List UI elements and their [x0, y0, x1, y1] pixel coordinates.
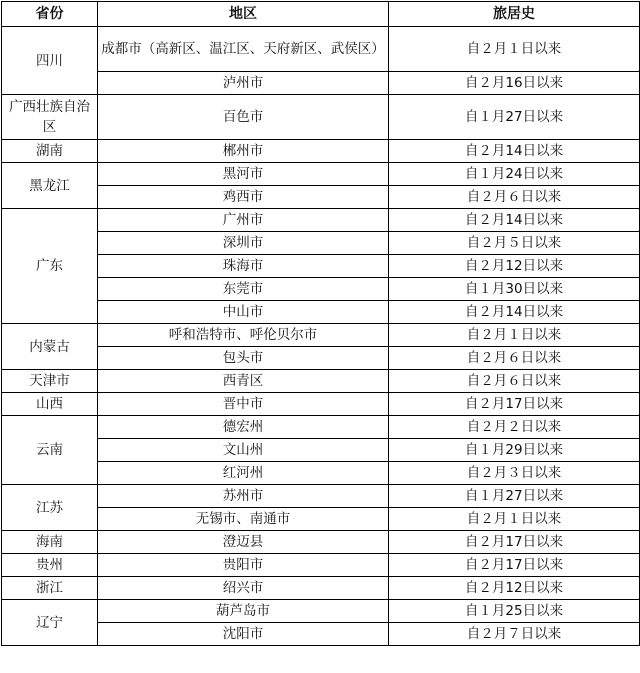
area-cell: 贵阳市: [98, 554, 389, 577]
history-cell: 自２月12日以来: [389, 255, 640, 278]
area-cell: 东莞市: [98, 278, 389, 301]
area-cell: 深圳市: [98, 232, 389, 255]
area-cell: 珠海市: [98, 255, 389, 278]
history-cell: 自２月17日以来: [389, 554, 640, 577]
header-history: 旅居史: [389, 2, 640, 27]
history-cell: 自２月14日以来: [389, 209, 640, 232]
province-cell: 广西壮族自治区: [2, 95, 98, 140]
table-row: [2, 255, 640, 278]
province-cell: 浙江: [2, 577, 98, 600]
table-row: [2, 324, 640, 347]
history-cell: 自１月30日以来: [389, 278, 640, 301]
area-cell: 德宏州: [98, 416, 389, 439]
area-cell: 澄迈县: [98, 531, 389, 554]
table-row: [2, 370, 640, 393]
header-province: 省份: [2, 2, 98, 27]
province-cell: 湖南: [2, 140, 98, 163]
area-cell: 无锡市、南通市: [98, 508, 389, 531]
history-cell: 自２月６日以来: [389, 186, 640, 209]
history-cell: 自２月２日以来: [389, 416, 640, 439]
area-cell: 鸡西市: [98, 186, 389, 209]
area-cell: 红河州: [98, 462, 389, 485]
history-cell: 自２月６日以来: [389, 370, 640, 393]
area-cell: 包头市: [98, 347, 389, 370]
table-row: [2, 72, 640, 95]
province-cell: 内蒙古: [2, 324, 98, 370]
area-cell: 泸州市: [98, 72, 389, 95]
table-row: [2, 416, 640, 439]
area-cell: 黑河市: [98, 163, 389, 186]
history-cell: 自２月14日以来: [389, 301, 640, 324]
table-row: [2, 278, 640, 301]
table-row: [2, 301, 640, 324]
history-cell: 自２月５日以来: [389, 232, 640, 255]
history-cell: 自２月７日以来: [389, 623, 640, 646]
province-cell: 贵州: [2, 554, 98, 577]
table-row: [2, 577, 640, 600]
table-row: [2, 27, 640, 72]
table-row: [2, 554, 640, 577]
table-row: [2, 209, 640, 232]
province-cell: 辽宁: [2, 600, 98, 646]
history-cell: 自２月12日以来: [389, 577, 640, 600]
history-cell: 自２月17日以来: [389, 531, 640, 554]
table-row: [2, 140, 640, 163]
area-cell: 百色市: [98, 95, 389, 140]
area-cell: 文山州: [98, 439, 389, 462]
province-cell: 山西: [2, 393, 98, 416]
table-row: [2, 623, 640, 646]
area-cell: 绍兴市: [98, 577, 389, 600]
table-row: [2, 186, 640, 209]
table-row: [2, 462, 640, 485]
history-cell: 自２月３日以来: [389, 462, 640, 485]
history-cell: 自１月25日以来: [389, 600, 640, 623]
history-cell: 自２月６日以来: [389, 347, 640, 370]
area-cell: 成都市（高新区、温江区、天府新区、武侯区）: [98, 27, 389, 72]
history-cell: 自２月１日以来: [389, 508, 640, 531]
table-row: [2, 531, 640, 554]
table-row: [2, 393, 640, 416]
table-row: [2, 508, 640, 531]
province-cell: 黑龙江: [2, 163, 98, 209]
history-cell: 自２月16日以来: [389, 72, 640, 95]
area-cell: 中山市: [98, 301, 389, 324]
header-row: [2, 2, 640, 27]
history-cell: 自２月１日以来: [389, 27, 640, 72]
history-cell: 自２月１日以来: [389, 324, 640, 347]
province-cell: 海南: [2, 531, 98, 554]
area-cell: 呼和浩特市、呼伦贝尔市: [98, 324, 389, 347]
area-cell: 晋中市: [98, 393, 389, 416]
province-cell: 江苏: [2, 485, 98, 531]
table-body: [2, 27, 640, 646]
province-cell: 广东: [2, 209, 98, 324]
history-cell: 自１月27日以来: [389, 95, 640, 140]
history-cell: 自１月24日以来: [389, 163, 640, 186]
table-row: [2, 439, 640, 462]
area-cell: 葫芦岛市: [98, 600, 389, 623]
area-cell: 沈阳市: [98, 623, 389, 646]
province-cell: 天津市: [2, 370, 98, 393]
area-cell: 西青区: [98, 370, 389, 393]
area-cell: 苏州市: [98, 485, 389, 508]
history-cell: 自２月17日以来: [389, 393, 640, 416]
table-row: [2, 232, 640, 255]
history-cell: 自１月27日以来: [389, 485, 640, 508]
table-row: [2, 485, 640, 508]
table-row: [2, 95, 640, 140]
area-cell: 广州市: [98, 209, 389, 232]
history-cell: 自２月14日以来: [389, 140, 640, 163]
travel-history-table: [1, 1, 640, 646]
province-cell: 云南: [2, 416, 98, 485]
province-cell: 四川: [2, 27, 98, 95]
table-row: [2, 347, 640, 370]
header-area: 地区: [98, 2, 389, 27]
table-row: [2, 163, 640, 186]
area-cell: 郴州市: [98, 140, 389, 163]
history-cell: 自１月29日以来: [389, 439, 640, 462]
table-row: [2, 600, 640, 623]
